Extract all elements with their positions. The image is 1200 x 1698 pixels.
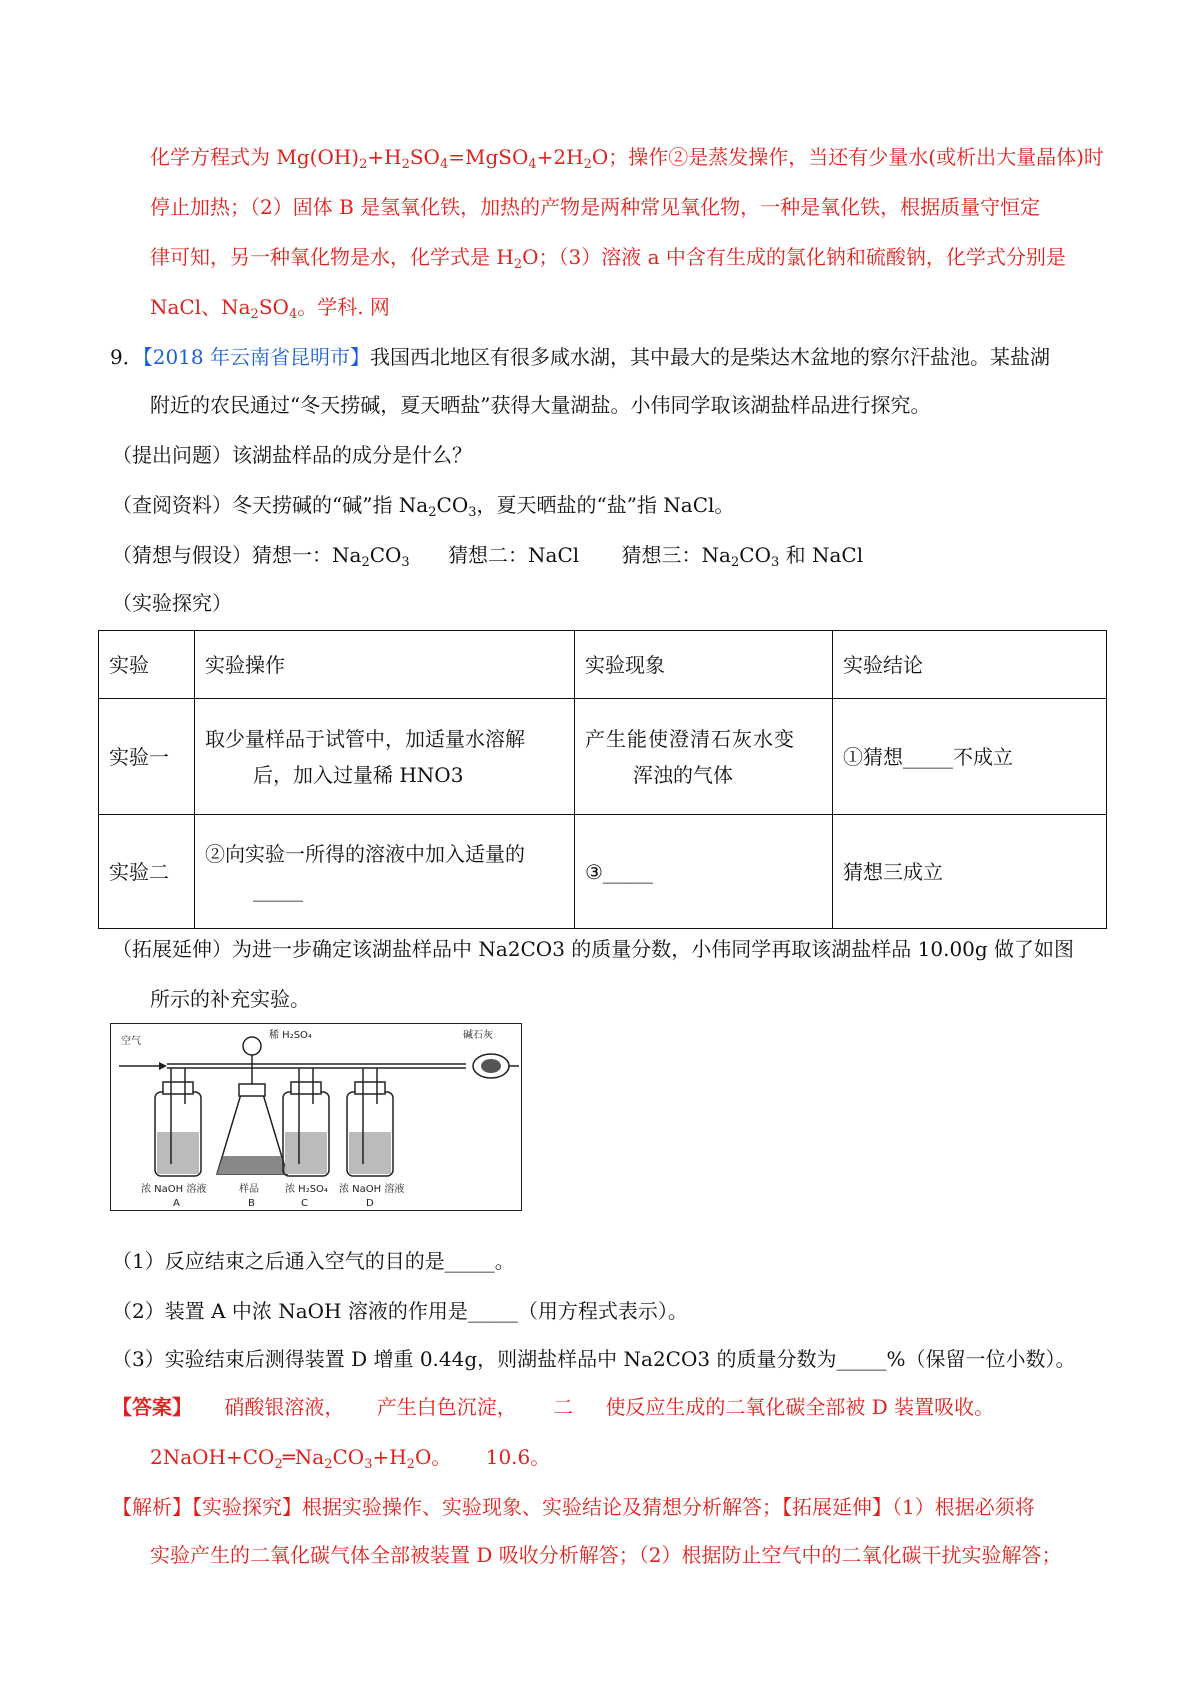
table-row	[99, 815, 1107, 929]
sub-question-2: （2）装置 A 中浓 NaOH 溶液的作用是_____（用方程式表示）。	[112, 1299, 688, 1323]
question-raise: （提出问题）该湖盐样品的成分是什么？	[112, 443, 472, 467]
prev-answer-line-2: 停止加热；（2）固体 B 是氢氧化铁，加热的产物是两种常见氧化物，一种是氧化铁，根据质量守恒定	[150, 195, 1041, 219]
extension-line-1: （拓展延伸）为进一步确定该湖盐样品中 Na2CO3 的质量分数，小伟同学再取该湖盐样品 10.00g 做了如图	[112, 937, 1075, 961]
table-cell: ②向实验一所得的溶液中加入适量的 _____	[195, 815, 575, 929]
table-cell: 猜想三成立	[833, 815, 1107, 929]
question-number: 9．	[110, 345, 143, 369]
table-cell: 实验一	[99, 699, 195, 815]
table-cell: 实验二	[99, 815, 195, 929]
prev-answer-line-1: 化学方程式为 $Mg(OH)_2+H_2SO_4=MgSO_4+2H_2O$；操作②是蒸发操作，当还有少量水(或析出大量晶体)时	[150, 145, 1104, 172]
answer-tag: 【答案】	[112, 1395, 192, 1419]
table-cell: 产生能使澄清石灰水变 浑浊的气体	[575, 699, 833, 815]
air-label: 空气	[121, 1036, 141, 1047]
table-header: 实验	[99, 631, 195, 699]
question-source: 【2018 年云南省昆明市】	[142, 345, 370, 369]
answer-line-1: 【答案】 硝酸银溶液， 产生白色沉淀， 二 使反应生成的二氧化碳全部被 D 装置吸收。	[112, 1395, 995, 1419]
question-9-stem-line-2: 附近的农民通过“冬天捞碱，夏天晒盐”获得大量湖盐。小伟同学取该湖盐样品进行探究。	[150, 393, 931, 417]
letter-d: D	[366, 1198, 374, 1209]
table-header-row	[99, 631, 1107, 699]
letter-c: C	[301, 1198, 308, 1209]
answer-line-2: $2NaOH+CO_2═Na_2CO_3+H_2O$。 10.6。	[150, 1445, 551, 1472]
extension-line-2: 所示的补充实验。	[150, 987, 310, 1011]
table-row	[99, 699, 1107, 815]
table-cell: ③_____	[575, 815, 833, 929]
sub-question-3: （3）实验结束后测得装置 D 增重 0.44g，则湖盐样品中 Na2CO3 的质量分数为_____%（保留一位小数）。	[112, 1347, 1076, 1371]
experiment-table	[98, 630, 1107, 929]
reference-info: （查阅资料）冬天捞碱的“碱”指 $Na_2CO_3$，夏天晒盐的“盐”指 NaCl。	[112, 493, 735, 520]
hypotheses: （猜想与假设）猜想一：$Na_2CO_3$ 猜想二：NaCl 猜想三：$Na_2CO_3$ 和 NaCl	[112, 543, 864, 570]
letter-a: A	[173, 1198, 180, 1209]
label-d: 浓 NaOH 溶液	[339, 1184, 405, 1195]
analysis-line-1: 【解析】【实验探究】根据实验操作、实验现象、实验结论及猜想分析解答；【拓展延伸】（1）根据必须将	[112, 1495, 1035, 1519]
letter-b: B	[248, 1198, 255, 1209]
apparatus-figure	[110, 1023, 522, 1211]
soda-lime-label: 碱石灰	[463, 1030, 493, 1041]
table-cell: ①猜想_____不成立	[833, 699, 1107, 815]
acid-label: 稀 H₂SO₄	[269, 1030, 312, 1041]
prev-answer-line-3: 律可知，另一种氧化物是水，化学式是 $H_2O$；（3）溶液 a 中含有生成的氯化钠和硫酸钠，化学式分别是	[150, 245, 1066, 272]
label-c: 浓 H₂SO₄	[285, 1184, 328, 1195]
table-cell: 取少量样品于试管中，加适量水溶解 后，加入过量稀 HNO3	[195, 699, 575, 815]
table-header: 实验结论	[833, 631, 1107, 699]
experiment-heading: （实验探究）	[112, 591, 232, 615]
label-a: 浓 NaOH 溶液	[141, 1184, 207, 1195]
apparatus-diagram	[111, 1024, 521, 1210]
table-header: 实验现象	[575, 631, 833, 699]
sub-question-1: （1）反应结束之后通入空气的目的是_____。	[112, 1249, 515, 1273]
prev-answer-line-4: NaCl、$Na_2SO_4$。学科. 网	[150, 295, 390, 322]
label-b: 样品	[239, 1184, 259, 1195]
question-9-stem-line-1: 9．【2018 年云南省昆明市】我国西北地区有很多咸水湖，其中最大的是柴达木盆地的察尔汗盐池。某盐湖	[110, 345, 1050, 369]
analysis-line-2: 实验产生的二氧化碳气体全部被装置 D 吸收分析解答；（2）根据防止空气中的二氧化碳干扰实验解答；	[150, 1543, 1062, 1567]
table-header: 实验操作	[195, 631, 575, 699]
